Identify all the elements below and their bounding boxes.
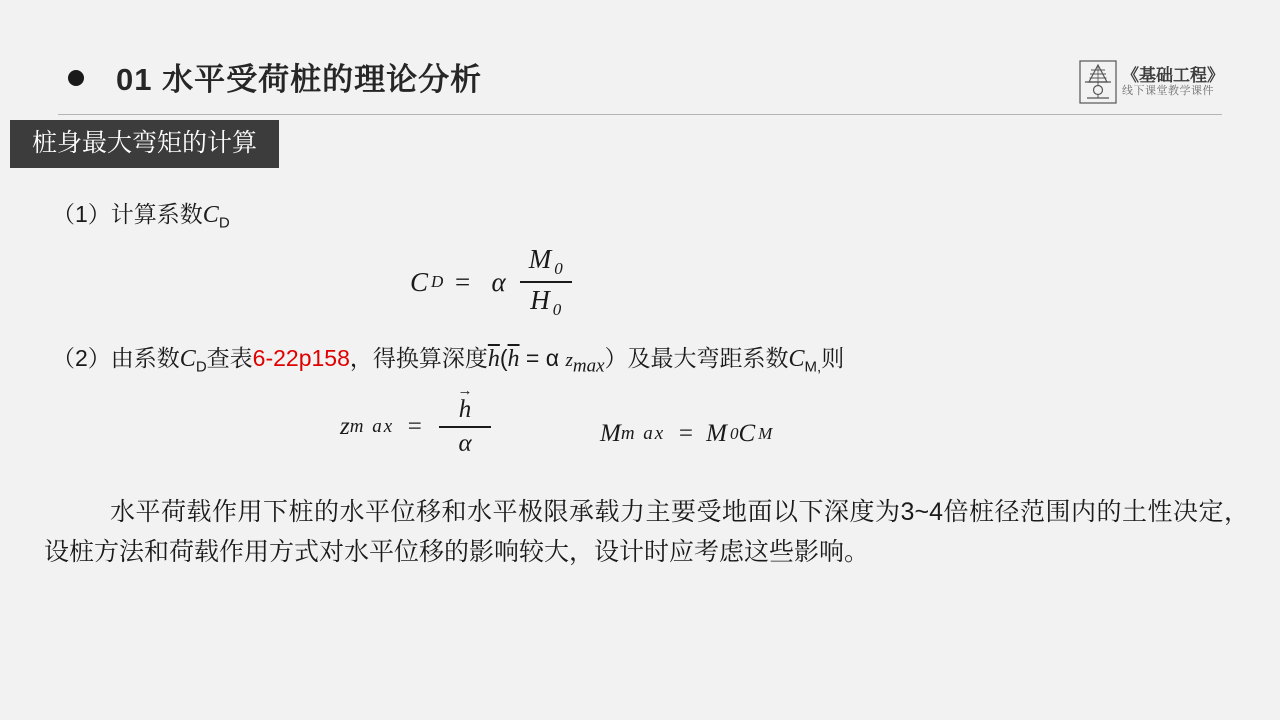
item2-eq-alpha: = α bbox=[525, 345, 560, 371]
formula2-z-sub: m ax bbox=[349, 415, 395, 437]
formula-cd bbox=[410, 244, 576, 320]
formula2-h: h bbox=[458, 396, 472, 423]
formula1-num-sym: M bbox=[528, 244, 552, 274]
formula1-den-sym: H bbox=[530, 284, 550, 315]
formula1-c-sub: D bbox=[431, 272, 444, 292]
formula3-c-sub: M bbox=[758, 424, 773, 443]
list-item-2 bbox=[52, 340, 844, 378]
item2-z: z bbox=[565, 350, 573, 371]
item2-h-bar-2: $\overline{h}$ bbox=[507, 346, 520, 372]
header-divider bbox=[58, 114, 1222, 115]
item1-subscript: D bbox=[218, 214, 230, 232]
table-reference: 6-22p158 bbox=[252, 345, 350, 371]
formula1-den-sub: 0 bbox=[552, 300, 562, 320]
item1-symbol: C bbox=[202, 202, 219, 228]
logo-title: 《基础工程》 bbox=[1122, 65, 1224, 85]
formula-mmax bbox=[600, 420, 772, 448]
formula1-c: C bbox=[410, 266, 429, 297]
item2-sub-d: D bbox=[195, 358, 207, 376]
vector-arrow-icon: → bbox=[457, 383, 473, 399]
item1-prefix: （1）计算系数 bbox=[52, 201, 203, 227]
formula2-equals: = bbox=[406, 412, 424, 440]
formula3-m-sub: m ax bbox=[620, 423, 666, 444]
formula3-m0-sub: 0 bbox=[729, 424, 739, 443]
formula1-fraction bbox=[520, 244, 572, 320]
formula2-numerator bbox=[449, 383, 482, 426]
formula1-numerator bbox=[523, 244, 569, 281]
item2-symbol-cd: C bbox=[179, 346, 196, 372]
formula2-denominator: α bbox=[458, 429, 472, 457]
bullet-icon bbox=[68, 70, 84, 86]
formula3-equals: = bbox=[677, 420, 695, 447]
derrick-logo-icon bbox=[1079, 60, 1117, 104]
item2-h-bar: $\overline{h}$ bbox=[487, 346, 500, 372]
item2-part-c: ，得换算深度 bbox=[349, 345, 488, 371]
logo-subtitle: 线下课堂教学课件 bbox=[1122, 85, 1214, 98]
slide-header bbox=[0, 18, 1280, 98]
formula1-equals: = bbox=[453, 266, 472, 297]
list-item-1 bbox=[52, 196, 230, 232]
formula1-alpha: α bbox=[491, 266, 506, 297]
item2-sub-m: M, bbox=[804, 358, 822, 376]
item2-part-a: （2）由系数 bbox=[52, 345, 180, 371]
formula1-denominator bbox=[524, 283, 567, 320]
item2-z-sub: max bbox=[572, 355, 605, 377]
course-logo bbox=[1079, 58, 1224, 106]
item2-part-d: 则 bbox=[821, 345, 845, 371]
item2-paren-close: ）及最大弯距系数 bbox=[604, 345, 789, 371]
formula2-h-vector bbox=[455, 383, 476, 424]
formula2-fraction bbox=[439, 383, 491, 458]
item2-part-b: 查表 bbox=[206, 345, 253, 371]
page-title: 01 水平受荷桩的理论分析 bbox=[116, 62, 483, 97]
formula-zmax bbox=[340, 383, 495, 458]
formula3-m0: M bbox=[706, 420, 727, 447]
formula1-num-sub: 0 bbox=[554, 259, 563, 279]
formula3-c: C bbox=[738, 420, 756, 447]
item2-symbol-cm: C bbox=[788, 346, 805, 372]
formula2-z: z bbox=[340, 412, 350, 440]
logo-text-block bbox=[1122, 66, 1224, 98]
formula3-m: M bbox=[600, 420, 621, 447]
body-paragraph: 水平荷载作用下桩的水平位移和水平极限承载力主要受地面以下深度为3~4倍桩径范围内的土性决定，设桩方法和荷载作用方式对水平位移的影响较大，设计时应考虑这些影响。 bbox=[44, 498, 1249, 566]
item2-paren-open: ( bbox=[499, 345, 508, 371]
section-tag: 桩身最大弯矩的计算 bbox=[10, 120, 279, 168]
